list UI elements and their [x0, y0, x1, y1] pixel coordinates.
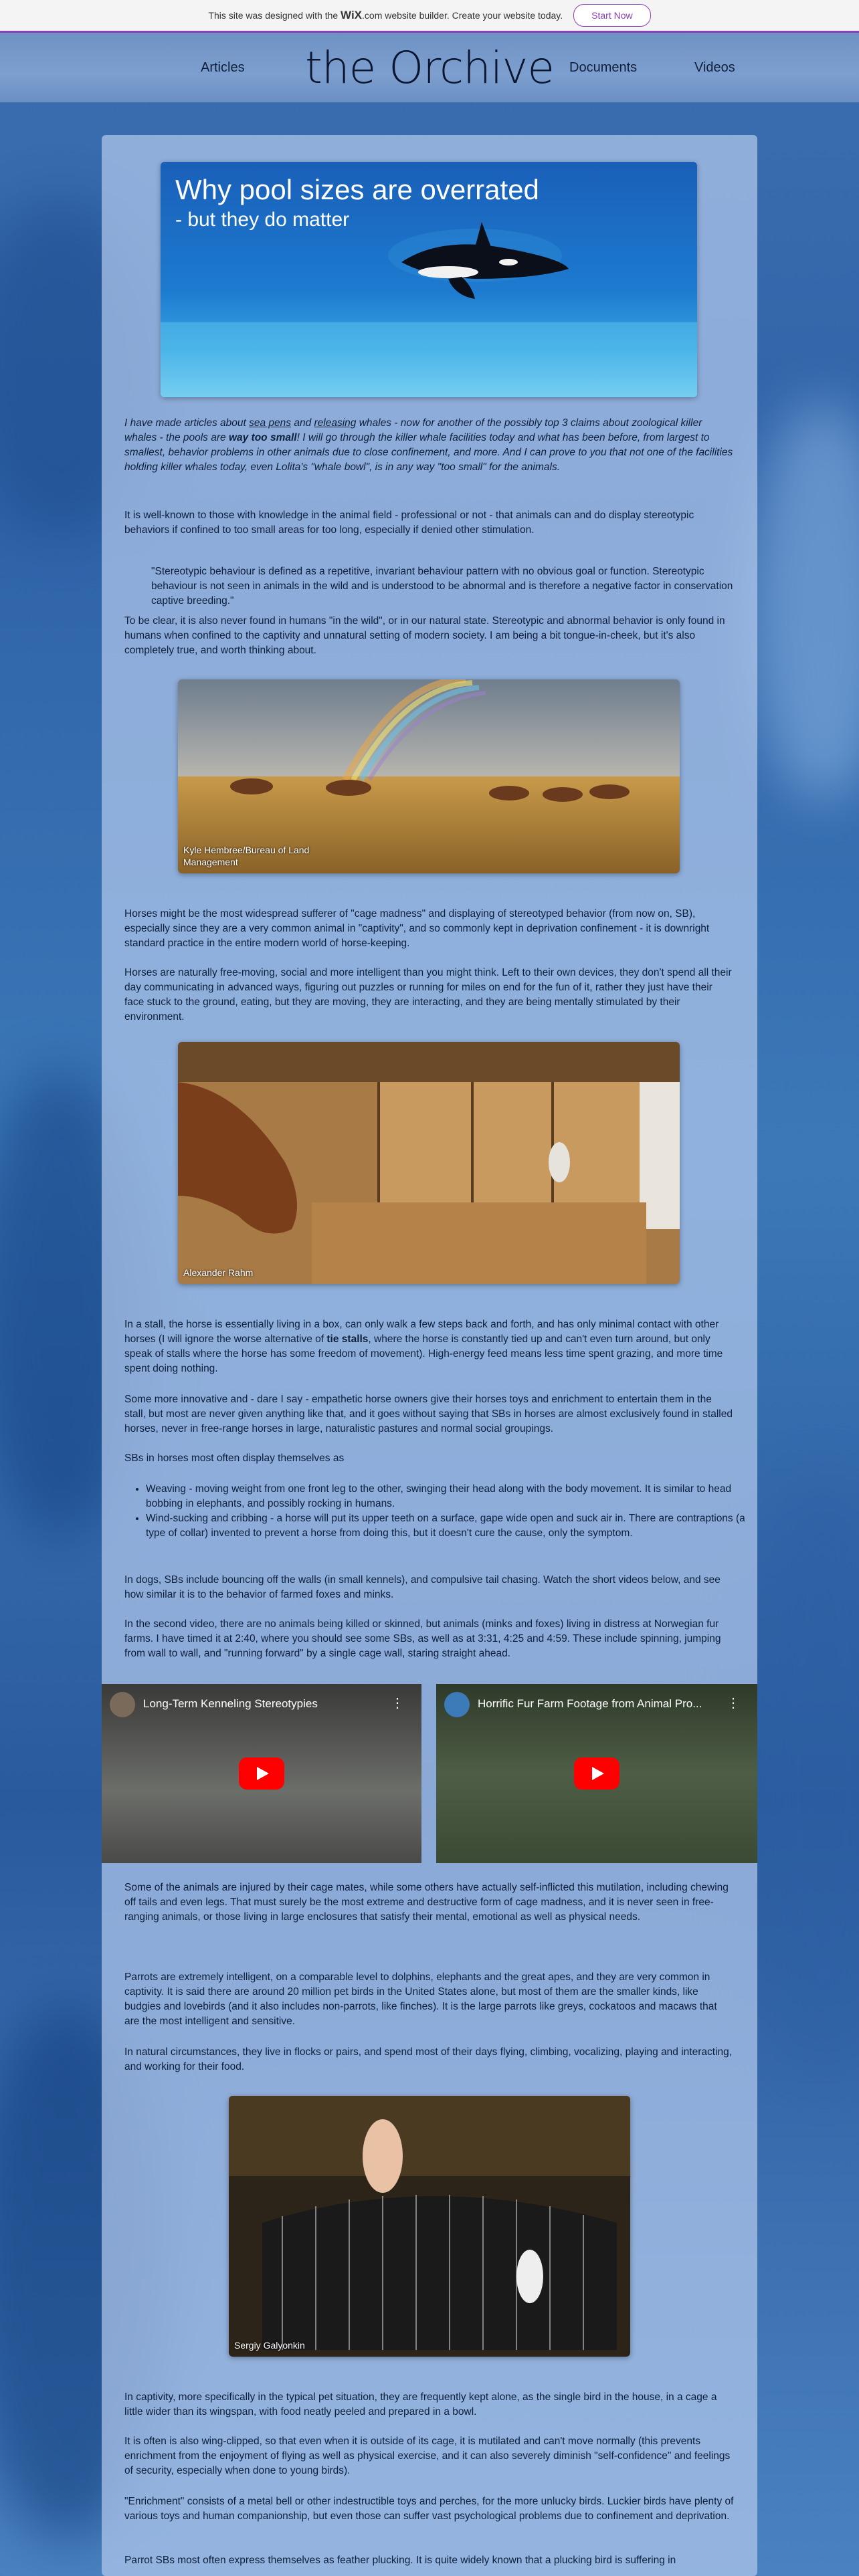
nav-articles[interactable]: Articles	[201, 60, 245, 75]
paragraph: It is well-known to those with knowledge in the animal field - professional or not - that animals can and do display stereotypic behaviors if confined to too small areas for too long, especially if denied other stimulation.	[124, 510, 694, 536]
wix-banner	[0, 0, 859, 33]
paragraph: Some more innovative and - dare I say - empathetic horse owners give their horses toys and enrichment to entertain them in the stall, but most are never given anything like that, and it goes without saying that SBs in horses are almost exclusively found in stalled horses, never in free-range horses in large, naturalistic pastures and normal social groupings.	[124, 1394, 733, 1434]
site-logo[interactable]: the Orchive	[304, 42, 555, 94]
list-item: • Weaving - moving weight from one front leg to the other, swinging their head along with the body movement. It is similar to head bobbing in elephants, and possibly rocking in humans.	[146, 1482, 748, 1511]
paragraph: "Enrichment" consists of a metal bell or other indestructible toys and perches, for the more unlucky birds. Luckier birds have plenty of various toys and human companionship, but even those can suffer vast psychological problems due to confinement and deprivation.	[124, 2496, 734, 2522]
photo-credit: Alexander Rahm	[183, 1267, 254, 1278]
paragraph: In captivity, more specifically in the typical pet situation, they are frequently kept alone, as the single bird in the house, in a cage a little wider than its wingspan, with food neatly peeled and prepared in a bowl.	[124, 2391, 717, 2418]
channel-avatar[interactable]	[444, 1692, 470, 1717]
video-title[interactable]: Long-Term Kenneling Stereotypies	[143, 1697, 318, 1710]
intro-paragraph: I have made articles about sea pens and releasing whales - now for another of the possibly top 3 claims about zoological killer whales - the pools are way too small! I will go through the killer whale facilities today and what has been before, from largest to smallest, behavior problems in other animals due to close confinement, and more. And I can prove to you that not one of the facilities holding killer whales today, even Lolita's "whale bowl", is in any way "too small" for the animals.	[124, 417, 733, 473]
video-player-1[interactable]	[102, 1684, 421, 1863]
nav-documents[interactable]: Documents	[569, 60, 638, 75]
paragraph: SBs in horses most often display themselves as	[124, 1453, 345, 1464]
hero-title: Why pool sizes are overrated	[175, 174, 539, 205]
youtube-play-icon[interactable]	[239, 1757, 284, 1790]
paragraph: In a stall, the horse is essentially living in a box, can only walk a few steps back and forth, and has only minimal contact with other horses (I will ignore the worse alternative of tie stalls, where the horse is constantly tied up and can't even turn around, but only speak of stalls where the horse has some freedom of movement). High-energy feed means less time spent grazing, and more time spent doing nothing.	[124, 1319, 723, 1374]
channel-avatar[interactable]	[110, 1692, 135, 1717]
paragraph: In dogs, SBs include bouncing off the walls (in small kennels), and compulsive tail chasing. Watch the short videos below, and see how similar it is to the behavior of farmed foxes and minks.	[124, 1574, 721, 1600]
link-releasing[interactable]: releasing	[314, 417, 357, 429]
nav-videos[interactable]: Videos	[694, 60, 735, 75]
paragraph: Horses might be the most widespread sufferer of "cage madness" and displaying of stereotyped behavior (from now on, SB), especially since they are a very common animal in "captivity", and so commonly kept in deprivation confinement - it is downright standard practice in the entire modern world of horse-keeping.	[124, 908, 710, 949]
paragraph: It is often is also wing-clipped, so that even when it is outside of its cage, it is mutilated and can't move normally (this prevents enrichment from the enjoyment of flying as well as physical exercise, and it can also severely diminish "self-confidence" and feelings of security, especially when done to young birds).	[124, 2436, 731, 2476]
kebab-menu-icon[interactable]: ⋮	[391, 1696, 404, 1711]
horse-stall-image	[178, 1042, 680, 1284]
parrot-cage-image	[229, 2096, 630, 2357]
site-header	[0, 33, 859, 102]
kebab-menu-icon[interactable]: ⋮	[727, 1696, 740, 1711]
parrot-cage-photo	[229, 2096, 630, 2357]
blockquote: "Stereotypic behaviour is defined as a repetitive, invariant behaviour pattern with no obvious goal or function. Stereotypic behaviour is not seen in animals in the wild and is understood to be abnormal and is therefore a negative factor in conservation captive breeding."	[151, 565, 733, 607]
youtube-play-icon[interactable]	[574, 1757, 619, 1790]
paragraph: In natural circumstances, they live in flocks or pairs, and spend most of their days flying, climbing, vocalizing, playing and interacting, and working for their food.	[124, 2046, 733, 2072]
paragraph: Parrots are extremely intelligent, on a comparable level to dolphins, elephants and the great apes, and they are very common in captivity. It is said there are around 20 million pet birds in the United States alone, but most of them are the smaller kinds, like budgies and lovebirds (and it also includes non-parrots, like finches). It is the large parrots like greys, cockatoos and macaws that are the most intelligent and sensitive.	[124, 1971, 717, 2027]
stereotypy-list	[124, 1482, 748, 1541]
list-item: • Wind-sucking and cribbing - a horse will put its upper teeth on a surface, gape wide open and suck air in. There are contraptions (a type of collar) invented to prevent a horse from doing this, but it doesn't cure the cause, only the symptom.	[146, 1511, 748, 1541]
video-title[interactable]: Horrific Fur Farm Footage from Animal Pro...	[478, 1697, 702, 1710]
paragraph: To be clear, it is also never found in humans "in the wild", or in our natural state. Stereotypic and abnormal behavior is only found in humans when confined to the captivity and unnatural setting of modern society. I am being a bit tongue-in-cheek, but it's also completely true, and worth thinking about.	[124, 615, 725, 656]
photo-credit: Sergiy Galyonkin	[234, 2340, 305, 2351]
paragraph: Parrot SBs most often express themselves as feather plucking. It is quite widely known that a plucking bird is suffering in	[124, 2555, 676, 2566]
paragraph: Horses are naturally free-moving, social and more intelligent than you might think. Left to their own devices, they don't spend all their day communicating in advanced ways, figuring out puzzles or running for miles on end for the fun of it, rather they just have their face stuck to the ground, eating, but they are moving, they are interacting, and they are being mentally stimulated by their environment.	[124, 967, 732, 1023]
horse-stall-photo	[178, 1042, 680, 1284]
hero-subtitle: - but they do matter	[175, 209, 350, 231]
start-now-button[interactable]: Start Now	[573, 4, 650, 27]
hero-banner	[161, 162, 697, 397]
wild-horses-photo	[178, 679, 680, 873]
banner-message: This site was designed with the WiX.com website builder. Create your website today.	[208, 9, 563, 21]
background-water	[749, 401, 859, 802]
paragraph: In the second video, there are no animals being killed or skinned, but animals (minks and foxes) living in distress at Norwegian fur farms. I have timed it at 2:40, where you should see some SBs, as well as at 3:31, 4:25 and 4:59. These include spinning, jumping from wall to wall, and "running forward" by a single cage wall, staring straight ahead.	[124, 1618, 721, 1659]
paragraph: Some of the animals are injured by their cage mates, while some others have actually self-inflicted this mutilation, including chewing off tails and even legs. That must surely be the most extreme and destructive form of cage madness, and it is never seen in free-ranging animals, or those living in large enclosures that satisfy their mental, emotional as well as physical needs.	[124, 1882, 729, 1923]
photo-credit: Kyle Hembree/Bureau of Land Management	[183, 845, 310, 867]
video-player-2[interactable]	[436, 1684, 757, 1863]
link-sea-pens[interactable]: sea pens	[249, 417, 292, 429]
